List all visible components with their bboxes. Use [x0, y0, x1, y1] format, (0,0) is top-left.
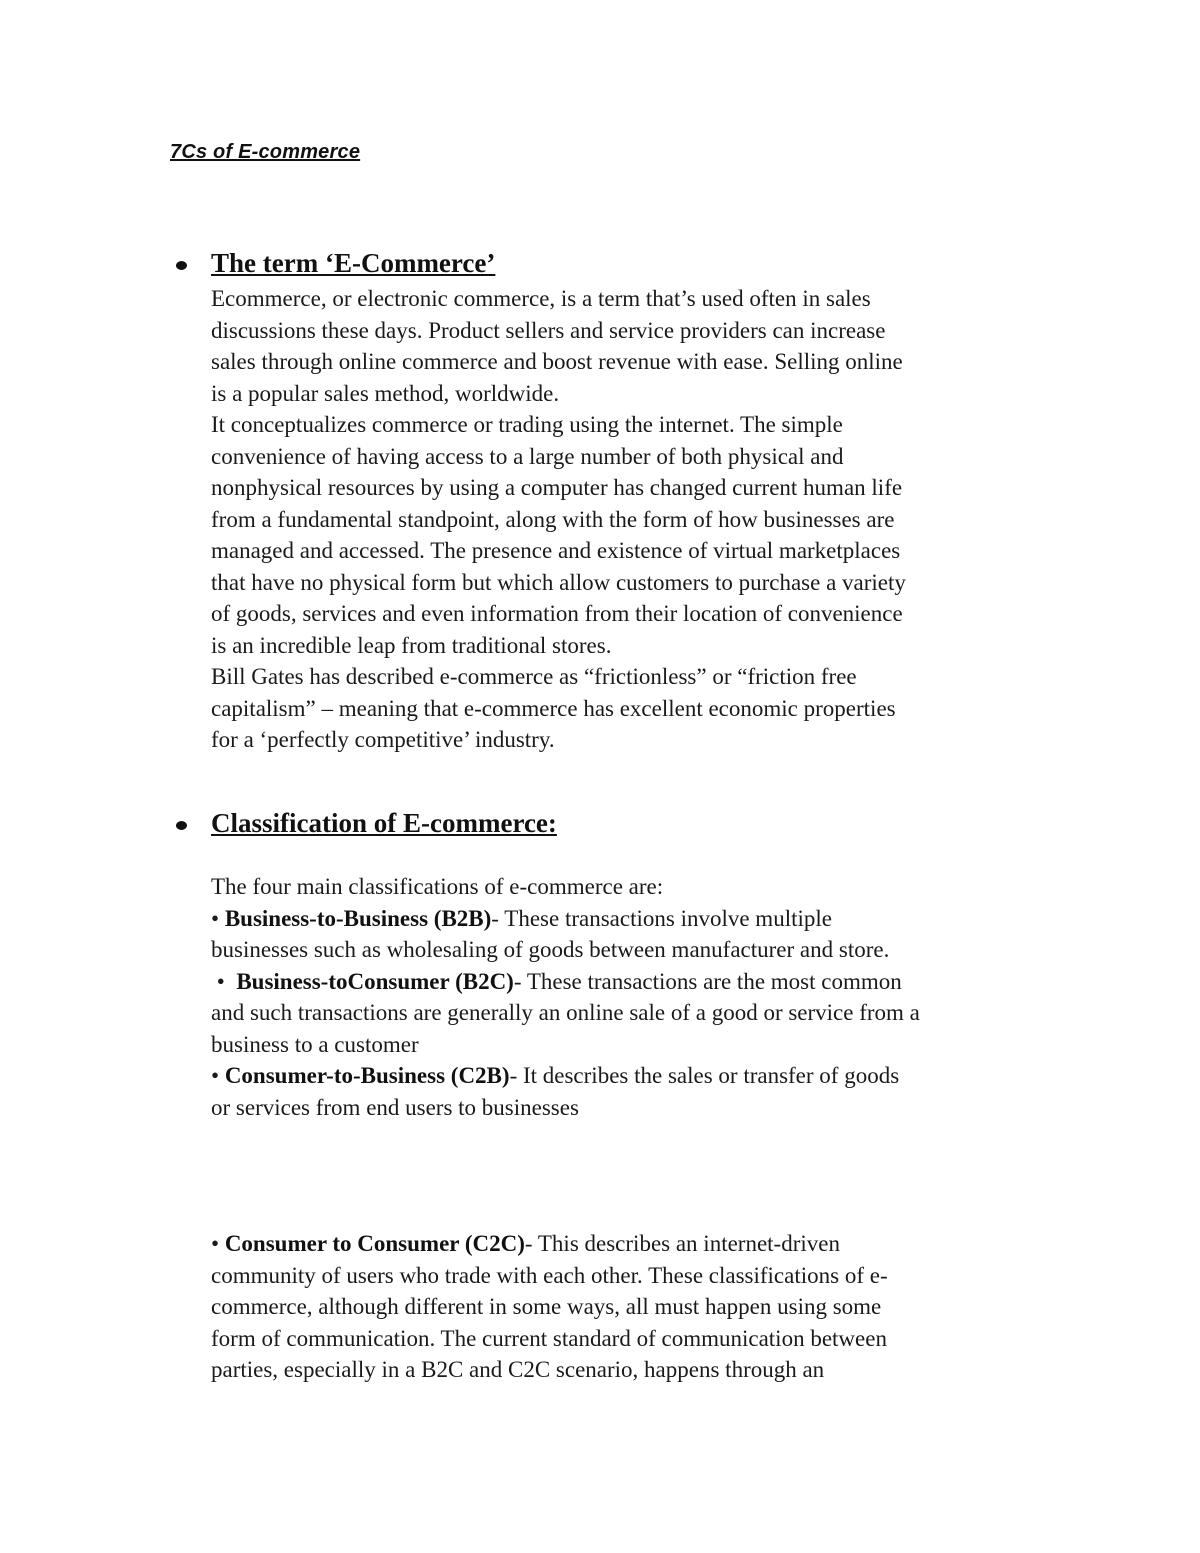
paragraph-line: convenience of having access to a large number of both physical and [211, 443, 844, 469]
paragraph-line: form of communication. The current standard of communication between [211, 1325, 887, 1351]
classification-description: - It describes the sales or transfer of goods [509, 1063, 900, 1088]
classification-item-b2b [211, 903, 1071, 935]
paragraph-line: managed and accessed. The presence and existence of virtual marketplaces [211, 538, 901, 563]
classification-description: - This describes an internet-driven [524, 1231, 840, 1256]
classification-code: (B2C) [449, 968, 514, 994]
bullet-glyph: • [211, 968, 237, 994]
bullet-icon [176, 261, 187, 270]
section-body-ecommerce-term [211, 283, 1071, 756]
bullet-glyph: • [211, 1231, 225, 1256]
paragraph-line: is an incredible leap from traditional stores. [211, 632, 612, 658]
paragraph-line: community of users who trade with each other. These classifications of e- [211, 1262, 888, 1288]
paragraph-line: Ecommerce, or electronic commerce, is a term that’s used often in sales [211, 286, 871, 311]
paragraph-line: parties, especially in a B2C and C2C scenario, happens through an [211, 1357, 825, 1382]
paragraph-line: from a fundamental standpoint, along with the form of how businesses are [211, 506, 895, 532]
paragraph-line: It conceptualizes commerce or trading using the internet. The simple [211, 412, 843, 437]
classification-description: - These transactions are the most common [513, 968, 902, 994]
paragraph-line: capitalism” – meaning that e-commerce has excellent economic properties [211, 695, 896, 721]
paragraph-line: commerce, although different in some ways, all must happen using some [211, 1294, 882, 1319]
paragraph-line: is a popular sales method, worldwide. [211, 380, 560, 406]
classification-item-c2b [211, 1060, 1071, 1092]
classification-term: Business-toConsumer [236, 968, 450, 994]
paragraph-line: Bill Gates has described e-commerce as “frictionless” or “friction free [211, 664, 857, 689]
paragraph-line: that have no physical form but which allow customers to purchase a variety [211, 569, 906, 595]
paragraph-line: discussions these days. Product sellers and service providers can increase [211, 317, 886, 343]
paragraph-line: businesses such as wholesaling of goods between manufacturer and store. [211, 937, 890, 962]
classification-code: (B2B) [428, 905, 492, 931]
paragraph-line: sales through online commerce and boost revenue with ease. Selling online [211, 349, 903, 374]
paragraph-line: business to a customer [211, 1031, 419, 1057]
section-heading-ecommerce-term: The term ‘E-Commerce’ [211, 248, 496, 278]
bullet-glyph: • [211, 905, 225, 931]
classification-term: Consumer to Consumer [224, 1231, 460, 1256]
paragraph-line: or services from end users to businesses [211, 1094, 579, 1120]
classification-term: Business-to-Business [224, 905, 429, 931]
paragraph-line: and such transactions are generally an online sale of a good or service from a [211, 1000, 920, 1025]
document-title: 7Cs of E-commerce [170, 141, 361, 163]
classification-intro: The four main classifications of e-commerce are: [211, 874, 664, 899]
classification-item-b2c [211, 966, 1071, 998]
classification-list-continued [211, 1228, 1071, 1386]
classification-list [211, 871, 1071, 1123]
paragraph-line: of goods, services and even information from their location of convenience [211, 601, 903, 626]
paragraph-line: nonphysical resources by using a computer has changed current human life [211, 475, 903, 500]
paragraph-line: for a ‘perfectly competitive’ industry. [211, 727, 555, 752]
classification-term: Consumer-to-Business [224, 1063, 446, 1088]
bullet-icon [176, 821, 187, 830]
classification-code: (C2B) [445, 1063, 510, 1088]
section-heading-classification: Classification of E-commerce: [211, 808, 557, 838]
classification-description: - These transactions involve multiple [491, 905, 832, 931]
classification-code: (C2C) [459, 1231, 525, 1256]
bullet-glyph: • [211, 1063, 225, 1088]
classification-item-c2c [211, 1228, 1071, 1260]
